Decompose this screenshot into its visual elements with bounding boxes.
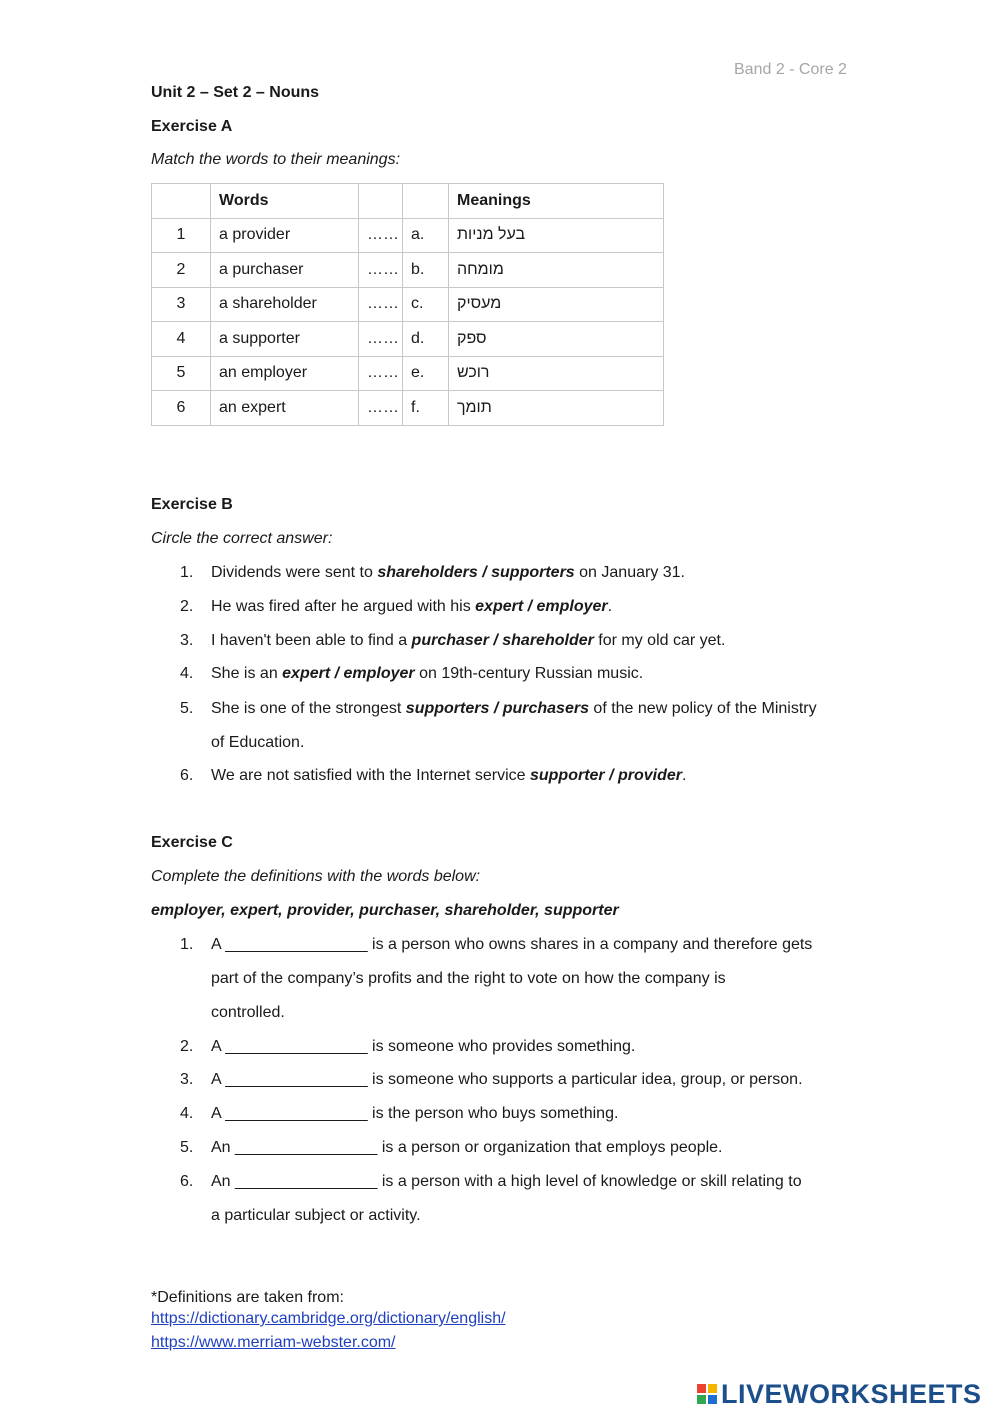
exercise-a-heading: Exercise A [151, 118, 233, 135]
question-text: She is an expert / employer on 19th-century Russian music. [211, 665, 644, 682]
question-text-continued: of Education. [211, 734, 305, 751]
logo-text: LIVEWORKSHEETS [721, 1378, 982, 1409]
row-number: 4 [152, 322, 211, 357]
answer-choice[interactable]: shareholders / supporters [377, 564, 575, 581]
matching-table [151, 183, 664, 426]
exercise-c-instruction: Complete the definitions with the words below: [151, 868, 481, 885]
answer-blank[interactable]: …… [359, 356, 403, 391]
table-header-words: Words [211, 184, 359, 219]
answer-choice[interactable]: expert / employer [282, 665, 415, 682]
row-meaning [449, 253, 664, 288]
question-number: 5. [180, 700, 194, 717]
row-word: a supporter [211, 322, 359, 357]
row-word: a purchaser [211, 253, 359, 288]
definition-text[interactable]: A ________________ is the person who buys something. [211, 1105, 619, 1122]
cambridge-link[interactable]: https://dictionary.cambridge.org/dictionary/english/ [151, 1310, 506, 1327]
merriam-webster-link[interactable]: https://www.merriam-webster.com/ [151, 1334, 396, 1351]
question-number: 1. [180, 564, 194, 581]
table-header-num [152, 184, 211, 219]
row-letter: a. [403, 218, 449, 253]
question-number: 3. [180, 632, 194, 649]
table-header-letter [403, 184, 449, 219]
row-letter: b. [403, 253, 449, 288]
definition-text[interactable]: An ________________ is a person with a high level of knowledge or skill relating to [211, 1173, 802, 1190]
answer-blank[interactable]: …… [359, 218, 403, 253]
row-meaning [449, 356, 664, 391]
table-header-blank [359, 184, 403, 219]
question-text: We are not satisfied with the Internet service supporter / provider. [211, 767, 687, 784]
exercise-b-heading: Exercise B [151, 496, 233, 513]
table-row [152, 322, 664, 357]
answer-choice[interactable]: supporter / provider [529, 767, 682, 784]
row-number: 3 [152, 287, 211, 322]
question-text: Dividends were sent to shareholders / supporters on January 31. [211, 564, 685, 581]
definition-number: 5. [180, 1139, 194, 1156]
answer-choice[interactable]: purchaser / shareholder [411, 632, 594, 649]
question-text: She is one of the strongest supporters / purchasers of the new policy of the Ministry [211, 700, 817, 717]
definition-text-continued: part of the company’s profits and the right to vote on how the company is [211, 970, 726, 987]
row-number: 1 [152, 218, 211, 253]
footer-note: *Definitions are taken from: [151, 1289, 344, 1306]
row-word: an expert [211, 391, 359, 426]
answer-blank[interactable]: …… [359, 253, 403, 288]
row-number: 5 [152, 356, 211, 391]
question-text: He was fired after he argued with his expert / employer. [211, 598, 613, 615]
exercise-b-instruction: Circle the correct answer: [151, 530, 333, 547]
row-number: 2 [152, 253, 211, 288]
row-word: an employer [211, 356, 359, 391]
definition-text[interactable]: A ________________ is someone who provides something. [211, 1038, 636, 1055]
answer-blank[interactable]: …… [359, 322, 403, 357]
table-row [152, 253, 664, 288]
meaning-text: בעל מניות [457, 226, 526, 244]
definition-text-continued: controlled. [211, 1004, 285, 1021]
word-bank: employer, expert, provider, purchaser, shareholder, supporter [151, 902, 619, 919]
logo-mark-icon [697, 1384, 717, 1404]
answer-blank[interactable]: …… [359, 391, 403, 426]
row-word: a shareholder [211, 287, 359, 322]
row-word: a provider [211, 218, 359, 253]
definition-number: 4. [180, 1105, 194, 1122]
table-row [152, 287, 664, 322]
question-number: 2. [180, 598, 194, 615]
meaning-text: רוכש [457, 364, 490, 382]
meaning-text: מומחה [457, 260, 504, 278]
table-header-meanings: Meanings [449, 184, 664, 219]
exercise-a-instruction: Match the words to their meanings: [151, 151, 401, 168]
meaning-text: תומך [457, 398, 492, 416]
table-row [152, 218, 664, 253]
question-number: 4. [180, 665, 194, 682]
answer-blank[interactable]: …… [359, 287, 403, 322]
meaning-text: מעסיק [457, 295, 502, 313]
row-number: 6 [152, 391, 211, 426]
liveworksheets-logo[interactable] [697, 1380, 982, 1408]
exercise-c-heading: Exercise C [151, 834, 233, 851]
definition-number: 6. [180, 1173, 194, 1190]
row-meaning [449, 391, 664, 426]
row-letter: e. [403, 356, 449, 391]
table-header-row [152, 184, 664, 219]
table-row [152, 391, 664, 426]
definition-number: 3. [180, 1071, 194, 1088]
row-meaning [449, 287, 664, 322]
definition-text[interactable]: An ________________ is a person or organization that employs people. [211, 1139, 723, 1156]
definition-text[interactable]: A ________________ is a person who owns shares in a company and therefore gets [211, 936, 813, 953]
page-title: Unit 2 – Set 2 – Nouns [151, 84, 320, 101]
meaning-text: ספק [457, 329, 487, 347]
definition-text[interactable]: A ________________ is someone who supports a particular idea, group, or person. [211, 1071, 803, 1088]
question-number: 6. [180, 767, 194, 784]
definition-number: 1. [180, 936, 194, 953]
answer-choice[interactable]: expert / employer [475, 598, 608, 615]
row-letter: f. [403, 391, 449, 426]
table-row [152, 356, 664, 391]
answer-choice[interactable]: supporters / purchasers [405, 700, 589, 717]
row-meaning [449, 322, 664, 357]
row-letter: d. [403, 322, 449, 357]
question-text: I haven't been able to find a purchaser / shareholder for my old car yet. [211, 632, 726, 649]
definition-number: 2. [180, 1038, 194, 1055]
row-meaning [449, 218, 664, 253]
row-letter: c. [403, 287, 449, 322]
definition-text-continued: a particular subject or activity. [211, 1207, 421, 1224]
page-header-band: Band 2 - Core 2 [734, 61, 847, 78]
